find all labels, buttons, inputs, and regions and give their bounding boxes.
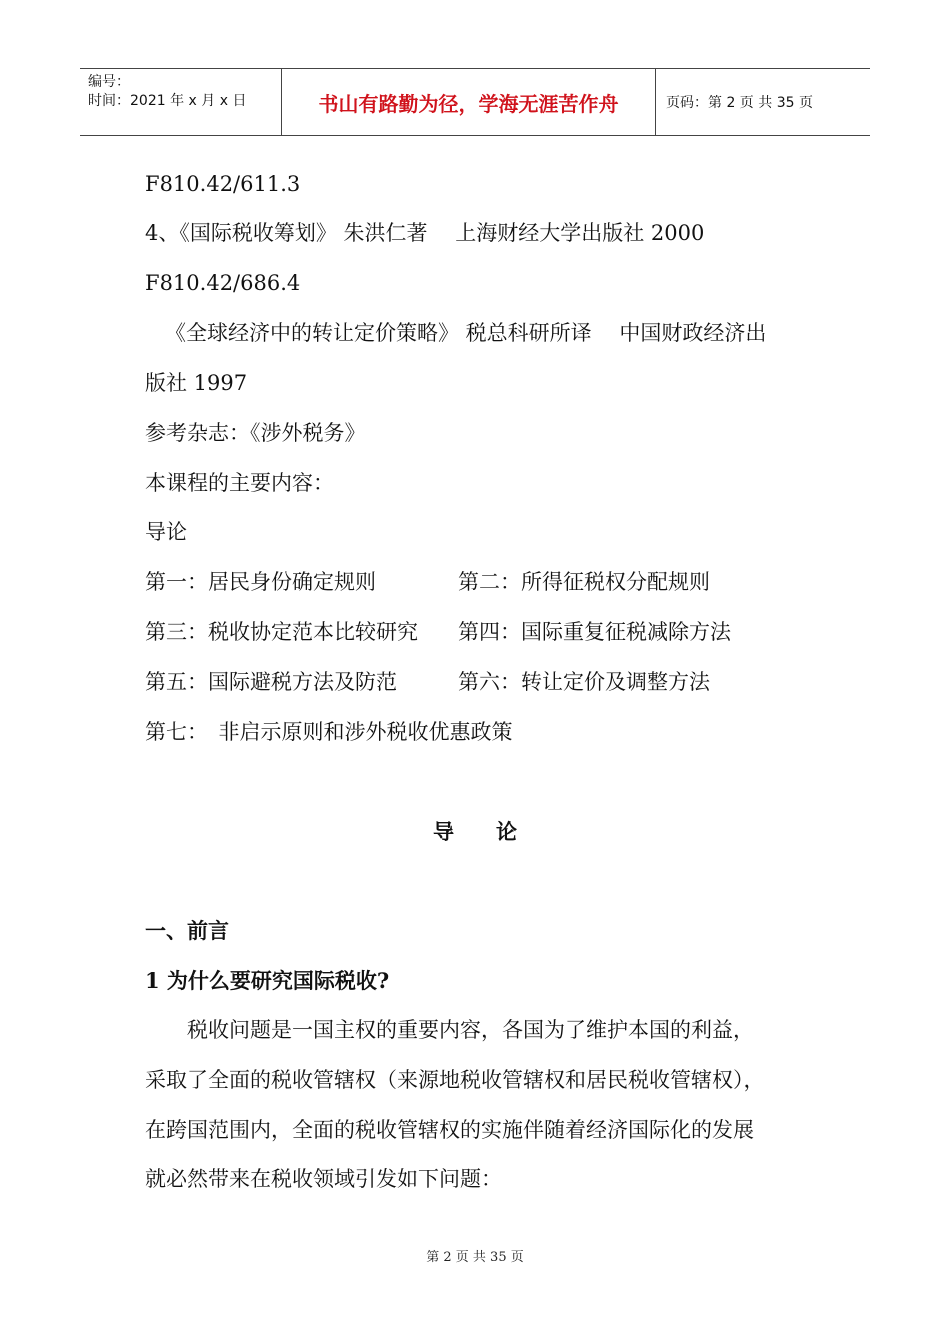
page-footer: 第 2 页 共 35 页 [426, 1250, 524, 1265]
paragraph-line: 采取了全面的税收管辖权（来源地税收管辖权和居民税收管辖权）， [145, 1068, 765, 1092]
section-title: 导 论 [433, 819, 517, 844]
contents-item: 第二：所得征税权分配规则 [458, 570, 710, 594]
header-motto: 书山有路勤为径，学海无涯苦作舟 [282, 69, 656, 135]
contents-item: 第一：居民身份确定规则 [145, 570, 376, 594]
contents-heading: 本课程的主要内容： [145, 471, 334, 495]
document-time-label: 时间：2021 年 x 月 x 日 [88, 93, 247, 109]
heading-preface: 一、前言 [145, 918, 229, 943]
page-header [80, 68, 870, 136]
contents-item: 第五：国际避税方法及防范 [145, 670, 397, 694]
reference-line: F810.42/611.3 [145, 172, 301, 196]
paragraph-line: 税收问题是一国主权的重要内容，各国为了维护本国的利益， [145, 1018, 754, 1042]
document-number-label: 编号： [88, 74, 130, 90]
paragraph-line: 就必然带来在税收领域引发如下问题： [145, 1167, 502, 1191]
paragraph-line: 在跨国范围内，全面的税收管辖权的实施伴随着经济国际化的发展 [145, 1118, 754, 1142]
header-meta [80, 69, 282, 135]
contents-item: 第三：税收协定范本比较研究 [145, 620, 418, 644]
reference-line: F810.42/686.4 [145, 271, 301, 295]
reference-line: 《全球经济中的转让定价策略》 税总科研所译 中国财政经济出 [165, 321, 767, 345]
header-page-code: 页码：第 2 页 共 35 页 [666, 95, 813, 111]
reference-line: 4、《国际税收筹划》 朱洪仁著 上海财经大学出版社 2000 [145, 221, 705, 245]
contents-item: 第七： 非启示原则和涉外税收优惠政策 [145, 720, 513, 744]
heading-question: 1 为什么要研究国际税收? [145, 968, 390, 993]
contents-item: 导论 [145, 520, 187, 544]
contents-item: 第四：国际重复征税减除方法 [458, 620, 731, 644]
reference-line: 版社 1997 [145, 371, 248, 395]
journal-line: 参考杂志：《涉外税务》 [145, 421, 366, 445]
contents-item: 第六：转让定价及调整方法 [458, 670, 710, 694]
